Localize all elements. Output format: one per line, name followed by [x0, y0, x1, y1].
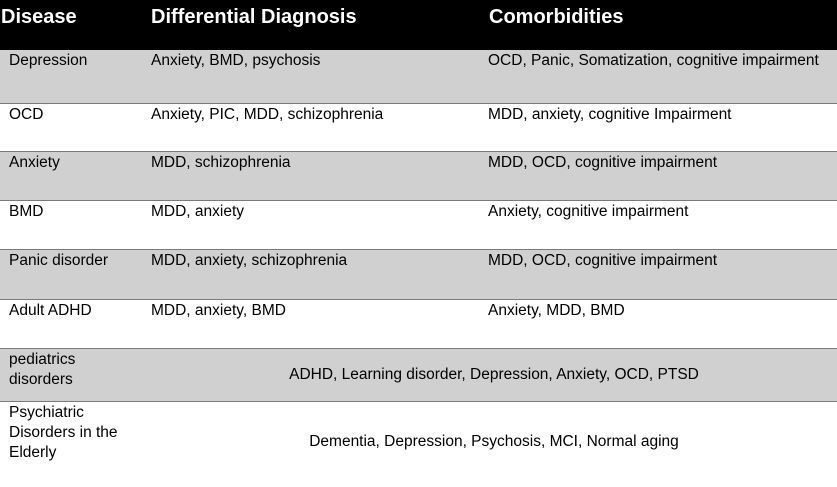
disease-cell: Depression [0, 50, 141, 103]
table-row [0, 200, 837, 249]
comorbidities-cell: Anxiety, MDD, BMD [479, 299, 837, 348]
differential-cell: MDD, anxiety [141, 200, 479, 249]
merged-cell: Dementia, Depression, Psychosis, MCI, Normal aging [309, 432, 679, 450]
table-row [0, 50, 837, 103]
header-differential-diagnosis: Differential Diagnosis [151, 6, 357, 28]
disease-cell: pediatrics disorders [0, 348, 141, 401]
comorbidities-cell: OCD, Panic, Somatization, cognitive impairment [479, 50, 837, 103]
differential-cell: Anxiety, PIC, MDD, schizophrenia [141, 103, 479, 151]
disease-cell: Psychiatric Disorders in the Elderly [9, 403, 118, 461]
differential-cell: MDD, schizophrenia [141, 151, 479, 200]
header-comorbidities: Comorbidities [489, 6, 624, 28]
disease-cell: OCD [0, 103, 141, 151]
comorbidities-cell: MDD, anxiety, cognitive Impairment [479, 103, 837, 151]
table-row [0, 103, 837, 151]
differential-cell: MDD, anxiety, schizophrenia [141, 249, 479, 299]
header-row [0, 0, 837, 50]
table-row [0, 299, 837, 348]
disease-cell: Anxiety [0, 151, 141, 200]
comorbidities-cell: Anxiety, cognitive impairment [479, 200, 837, 249]
table-row [0, 249, 837, 299]
disease-cell: Panic disorder [0, 249, 141, 299]
disease-cell: Adult ADHD [0, 299, 141, 348]
header-disease: Disease [1, 6, 77, 28]
comorbidities-cell: MDD, OCD, cognitive impairment [479, 249, 837, 299]
table-row [0, 348, 837, 401]
disease-cell: BMD [0, 200, 141, 249]
merged-cell: ADHD, Learning disorder, Depression, Anxiety, OCD, PTSD [141, 348, 837, 401]
table-row [0, 151, 837, 200]
table-row [0, 401, 837, 487]
differential-cell: MDD, anxiety, BMD [141, 299, 479, 348]
differential-cell: Anxiety, BMD, psychosis [141, 50, 479, 103]
comorbidities-cell: MDD, OCD, cognitive impairment [479, 151, 837, 200]
